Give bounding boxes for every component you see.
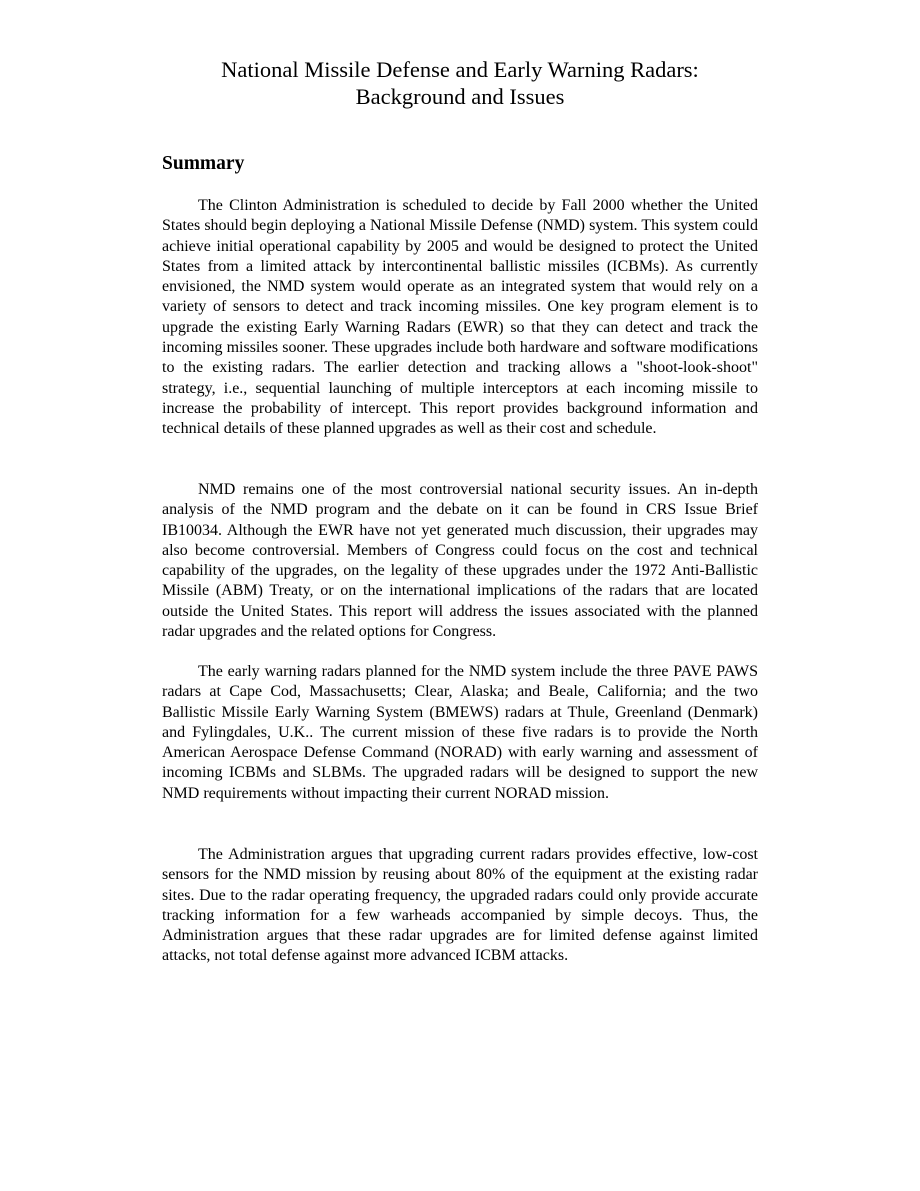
document-title [162,56,758,110]
document-page [162,56,758,965]
document-title-line-1: National Missile Defense and Early Warning Radars: [221,57,699,82]
paragraph-4-block [162,845,758,967]
document-title-line-2: Background and Issues [355,84,565,109]
paragraph-3: The early warning radars planned for the NMD system include the three PAVE PAWS radars at Cape Cod, Massachusetts; Clear, Alaska; and Beale, California; and the two Ballistic Missile Early Warning System (BMEWS) radars at Thule, Greenland (Denmark) and Fylingdales, U.K.. The current mission of these five radars is to provide the North American Aerospace Defense Command (NORAD) with early warning and assessment of incoming ICBMs and SLBMs. The upgraded radars will be designed to support the new NMD requirements without impacting their current NORAD mission. [162,663,758,802]
paragraph-2-block [162,480,758,642]
paragraph-2: NMD remains one of the most controversial national security issues. An in-depth analysis of the NMD program and the debate on it can be found in CRS Issue Brief IB10034. Although the EWR have not yet generated much discussion, their upgrades may also become controversial. Members of Congress could focus on the cost and technical capability of the upgrades, on the legality of these upgrades under the 1972 Anti-Ballistic Missile (ABM) Treaty, or on the international implications of the radars that are located outside the United States. This report will address the issues associated with the planned radar upgrades and the related options for Congress. [162,481,758,641]
paragraph-3-block [162,662,758,804]
paragraph-4: The Administration argues that upgrading current radars provides effective, low-cost sensors for the NMD mission by reusing about 80% of the equipment at the existing radar sites. Due to the radar operating frequency, the upgraded radars could only provide accurate tracking information for a few warheads accompanied by simple decoys. Thus, the Administration argues that these radar upgrades are for limited defense against limited attacks, not total defense against more advanced ICBM attacks. [162,846,758,965]
section-heading-summary: Summary [162,153,245,174]
paragraph-1: The Clinton Administration is scheduled to decide by Fall 2000 whether the United States should begin deploying a National Missile Defense (NMD) system. This system could achieve initial operational capability by 2005 and would be designed to protect the United States from a limited attack by intercontinental ballistic missiles (ICBMs). As currently envisioned, the NMD system would operate as an integrated system that would rely on a variety of sensors to detect and track incoming missiles. One key program element is to upgrade the existing Early Warning Radars (EWR) so that they can detect and track the incoming missiles sooner. These upgrades include both hardware and software modifications to the existing radars. The earlier detection and tracking allows a "shoot-look-shoot" strategy, i.e., sequential launching of multiple interceptors at each incoming missile to increase the probability of intercept. This report provides background information and technical details of these planned upgrades as well as their cost and schedule. [162,197,758,438]
paragraph-1-block [162,196,758,440]
